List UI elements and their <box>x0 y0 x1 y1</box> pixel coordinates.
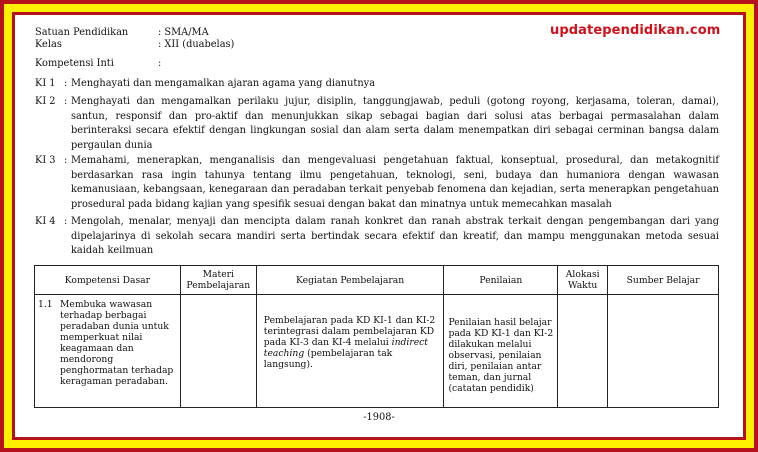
cell-penilaian <box>444 295 558 408</box>
kelas-label: Kelas <box>35 39 62 50</box>
header-kegiatan: Kegiatan Pembelajaran <box>256 266 444 295</box>
header-penilaian: Penilaian <box>444 266 558 295</box>
penilaian-text: Penilaian hasil belajar pada KD KI-1 dan KI-2 dilakukan melalui observasi, penilaian diri, penilaian antar teman, dan jurnal (catatan pendidik) <box>448 317 554 394</box>
header-materi: Materi Pembelajaran <box>180 266 256 295</box>
kompetensi-inti-colon: : <box>158 58 162 69</box>
ki-item <box>35 95 719 153</box>
table-header-row <box>35 266 719 295</box>
cell-kompetensi-dasar <box>35 295 181 408</box>
header-alokasi: Alokasi Waktu <box>558 266 608 295</box>
ki-text: Menghayati dan mengamalkan perilaku jujur, disiplin, tanggungjawab, peduli (gotong royong, kerjasama, toleran, damai), santun, responsif dan pro-aktif dan menunjukkan sikap sebagai bagian dari solusi atas berbagai permasalahan dalam berinteraksi secara efektif dengan lingkungan sosial dan alam serta dalam menempatkan diri sebagai cerminan bangsa dalam pergaulan dunia <box>71 96 719 151</box>
ki-item <box>35 215 719 259</box>
ki-colon: : <box>64 216 68 227</box>
ki-item <box>35 77 719 92</box>
ki-colon: : <box>64 78 68 89</box>
ki-code: KI 3 <box>35 155 56 166</box>
ki-code: KI 2 <box>35 96 56 107</box>
kelas-value: : XII (duabelas) <box>158 39 235 50</box>
ki-text: Memahami, menerapkan, menganalisis dan mengevaluasi pengetahuan faktual, konseptual, prosedural, dan metakognitif berdasarkan rasa ingin tahunya tentang ilmu pengetahuan, teknologi, seni, budaya dan humaniora dengan wawasan kemanusiaan, kebangsaan, kenegaraan dan peradaban terkait penyebab fenomena dan kejadian, serta menerapkan pengetahuan prosedural pada bidang kajian yang spesifik sesuai dengan bakat dan minatnya untuk memecahkan masalah <box>71 155 719 210</box>
ki-code: KI 4 <box>35 216 56 227</box>
kd-number: 1.1 <box>38 299 53 310</box>
satuan-label: Satuan Pendidikan <box>35 27 129 38</box>
header-sumber: Sumber Belajar <box>608 266 719 295</box>
ki-text: Menghayati dan mengamalkan ajaran agama yang dianutnya <box>71 78 376 89</box>
page-number: -1908- <box>363 412 395 423</box>
document-page <box>15 15 743 437</box>
cell-materi <box>180 295 256 408</box>
site-watermark: updatependidikan.com <box>550 23 721 38</box>
cell-sumber <box>608 295 719 408</box>
kegiatan-text-end: (pembelajaran tak langsung). <box>263 348 393 370</box>
kompetensi-inti-label: Kompetensi Inti <box>35 58 114 69</box>
cell-alokasi <box>558 295 608 408</box>
header-kompetensi-dasar: Kompetensi Dasar <box>35 266 181 295</box>
kompetensi-dasar-table <box>34 265 719 408</box>
kegiatan-text: Pembelajaran pada KD KI-1 dan KI-2 terintegrasi dalam pembelajaran KD pada KI-3 dan KI-4 melalui <box>263 315 436 348</box>
kd-text: Membuka wawasan terhadap berbagai peradaban dunia untuk memperkuat nilai keagamaan dan mendorong penghormatan terhadap keragaman peradaban. <box>60 299 174 387</box>
ki-code: KI 1 <box>35 78 56 89</box>
ki-item <box>35 154 719 212</box>
kegiatan-italic-term: indirect teaching <box>263 337 428 359</box>
ki-colon: : <box>64 155 68 166</box>
satuan-value: : SMA/MA <box>158 27 209 38</box>
ki-text: Mengolah, menalar, menyaji dan mencipta dalam ranah konkret dan ranah abstrak terkait dengan pengembangan dari yang dipelajarinya di sekolah secara mandiri serta bertindak secara efektif dan kreatif, dan mampu menggunakan metoda sesuai kaidah keilmuan <box>71 216 719 256</box>
ki-colon: : <box>64 96 68 107</box>
cell-kegiatan <box>256 295 444 408</box>
table-row <box>35 295 719 408</box>
